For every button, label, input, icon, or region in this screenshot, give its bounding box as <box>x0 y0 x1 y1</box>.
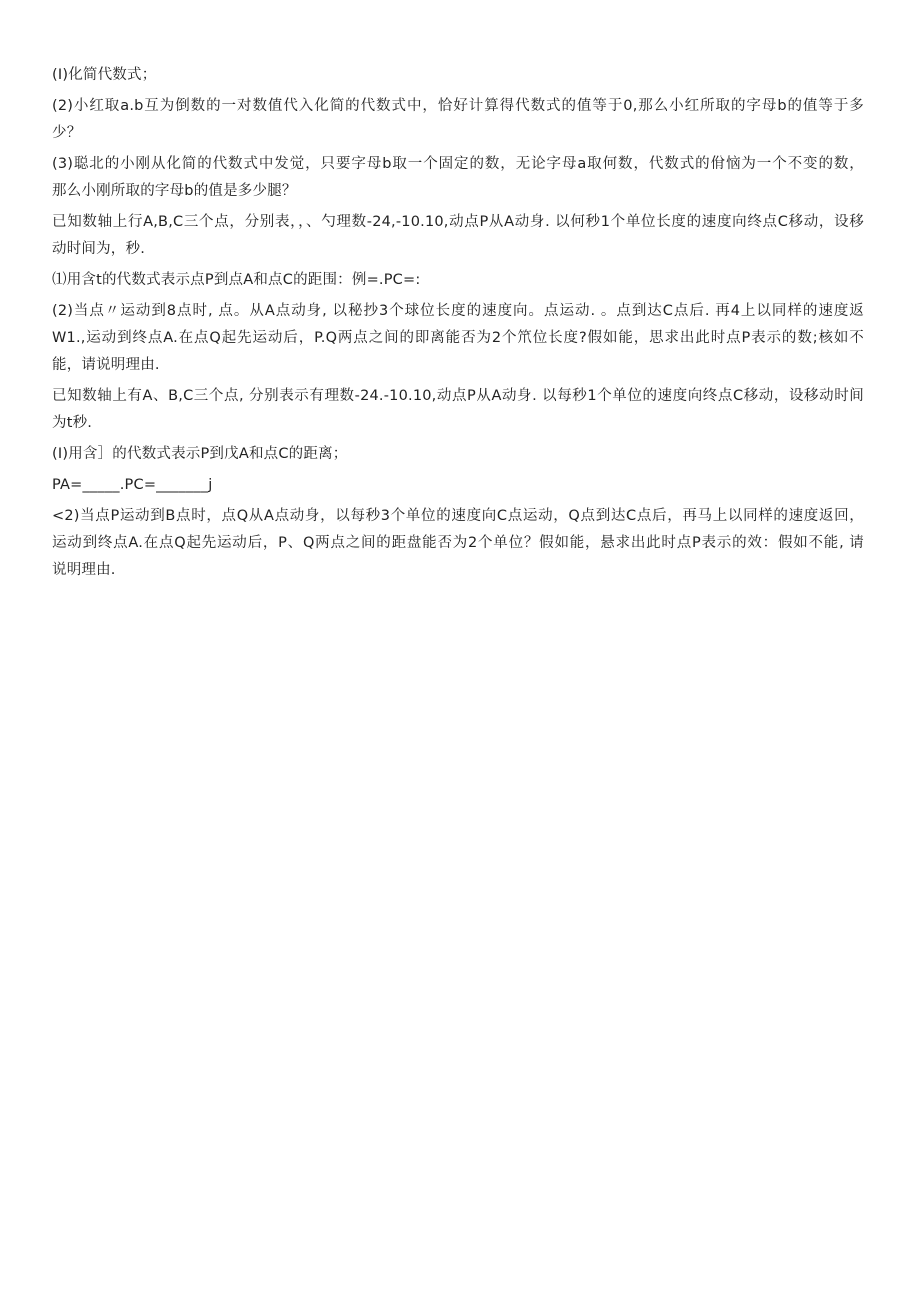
text-line: 动时间为，秒. <box>52 241 146 257</box>
text-line: (3)聪北的小刚从化简的代数式中发觉，只要字母b取一个固定的数，无论字母a取何数，代数式的佾恼为一个不变的数， <box>52 156 864 172</box>
text-line: ⑴用含t的代数式表示点P到点A和点C的距围：例=.PC=: <box>52 272 421 288</box>
document-body <box>52 62 864 584</box>
text-line: 少？ <box>52 125 82 141</box>
text-line: 已知数轴上有A、B,C三个点, 分别表示有理数-24.-10.10,动点P从A动身. 以每秒1个单位的速度向终点C移动，设移动时间 <box>52 388 864 404</box>
text-line: 为t秒. <box>52 415 93 431</box>
text-line: (2)小红取a.b互为倒数的一对数值代入化简的代数式中，恰好计算得代数式的值等于0,那么小红所取的字母b的值等于多 <box>52 98 864 114</box>
text-line: 运动到终点A.在点Q起先运动后，P、Q两点之间的距盘能否为2个单位？假如能，悬求出此时点P表示的效：假如不能, 请 <box>52 535 864 551</box>
text-line: <2)当点P运动到B点时，点Q从A点动身，以每秒3个单位的速度向C点运动，Q点到达C点后，再马上以同样的速度返回， <box>52 508 864 524</box>
answer-blank-line: PA=_____.PC=_______j <box>52 477 213 493</box>
text-line: 说明理由. <box>52 562 116 578</box>
text-line: 那么小刚所取的字母b的值是多少腿？ <box>52 183 297 199</box>
text-line: (I)化简代数式； <box>52 67 157 83</box>
text-line: (2)当点〃运动到8点时, 点。从A点动身, 以秘抄3个球位长度的速度向。点运动. 。点到达C点后. 再4上以同样的速度返 <box>52 303 864 319</box>
text-line: W1.,运动到终点A.在点Q起先运动后，P.Q两点之间的即离能否为2个笊位长度?假如能，思求出此时点P表示的数;核如不 <box>52 330 864 346</box>
text-line: 已知数轴上行A,B,C三个点，分别表，，、勺理数-24,-10.10,动点P从A动身. 以何秒1个单位长度的速度向终点C移动，设移 <box>52 214 864 230</box>
text-line: (I)用含］的代数式表示P到戊A和点C的距离； <box>52 446 348 462</box>
text-line: 能，请说明理由. <box>52 357 160 373</box>
